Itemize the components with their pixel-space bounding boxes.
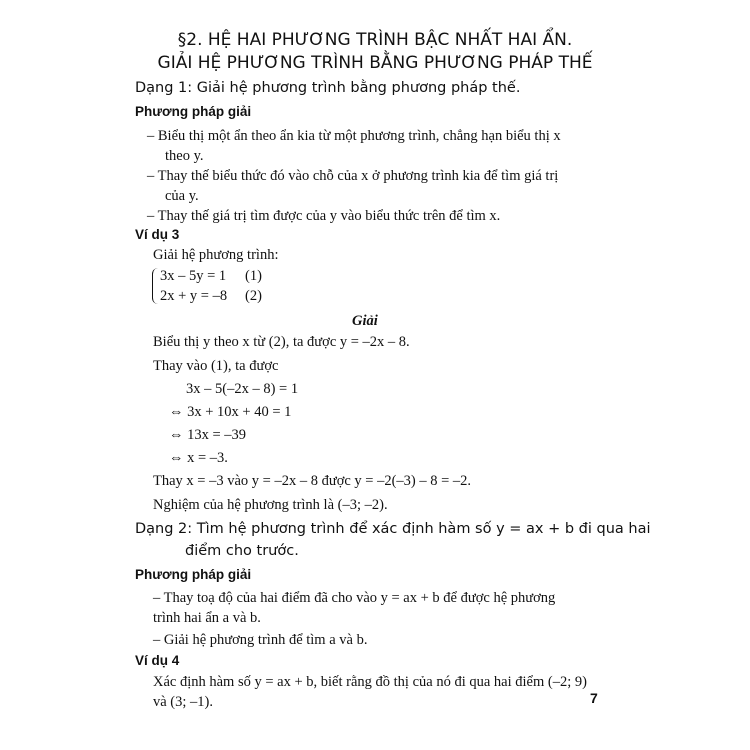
- solution-line-3: 3x – 5(–2x – 8) = 1: [186, 381, 299, 397]
- dang1-step3-line1: – Thay thế giá trị tìm được của y vào biểu thức trên để tìm x.: [147, 208, 501, 224]
- dang2-method-label: Phương pháp giải: [135, 567, 252, 582]
- dang2-step1-line1: – Thay toạ độ của hai điểm đã cho vào y = ax + b để được hệ phương: [153, 590, 556, 606]
- solution-line-8: Nghiệm của hệ phương trình là (–3; –2).: [153, 497, 388, 513]
- dang2-heading-line2: điểm cho trước.: [185, 543, 299, 559]
- section-title-line2: GIẢI HỆ PHƯƠNG TRÌNH BẰNG PHƯƠNG PHÁP THẾ: [157, 53, 593, 73]
- dang1-step2-line1: – Thay thế biểu thức đó vào chỗ của x ở phương trình kia để tìm giá trị: [147, 168, 559, 184]
- dang1-step2-line2: của y.: [165, 188, 199, 204]
- dang1-step1-line2: theo y.: [165, 148, 204, 164]
- example3-prompt: Giải hệ phương trình:: [153, 247, 279, 263]
- dang2-step2-line1: – Giải hệ phương trình để tìm a và b.: [153, 632, 368, 648]
- solution-label: Giải: [352, 313, 378, 329]
- equation-1: 3x – 5y = 1: [160, 268, 227, 284]
- solution-line-6: ⇔ x = –3.: [169, 450, 228, 466]
- example4-line2: và (3; –1).: [153, 694, 213, 710]
- solution-line-7: Thay x = –3 vào y = –2x – 8 được y = –2(–3) – 8 = –2.: [153, 473, 472, 489]
- solution-line-5: ⇔ 13x = –39: [169, 427, 247, 443]
- solution-line-2: Thay vào (1), ta được: [153, 358, 279, 374]
- dang1-step1-line1: – Biểu thị một ẩn theo ẩn kia từ một phương trình, chẳng hạn biểu thị x: [147, 128, 561, 144]
- dang2-heading-line1: Dạng 2: Tìm hệ phương trình để xác định hàm số y = ax + b đi qua hai: [135, 521, 651, 537]
- example3-label: Ví dụ 3: [135, 227, 180, 242]
- system-brace: [152, 268, 159, 304]
- solution-line-4: ⇔ 3x + 10x + 40 = 1: [169, 404, 292, 420]
- equation-1-tag: (1): [245, 268, 262, 284]
- example4-line1: Xác định hàm số y = ax + b, biết rằng đồ thị của nó đi qua hai điểm (–2; 9): [153, 674, 587, 690]
- solution-line-1: Biểu thị y theo x từ (2), ta được y = –2x – 8.: [153, 334, 410, 350]
- dang1-heading: Dạng 1: Giải hệ phương trình bằng phương pháp thế.: [135, 80, 521, 96]
- example4-label: Ví dụ 4: [135, 653, 180, 668]
- dang1-method-label: Phương pháp giải: [135, 104, 252, 119]
- dang2-step1-line2: trình hai ẩn a và b.: [153, 610, 261, 626]
- equation-2: 2x + y = –8: [160, 288, 228, 304]
- section-title-line1: §2. HỆ HAI PHƯƠNG TRÌNH BẬC NHẤT HAI ẨN.: [177, 30, 573, 50]
- equation-2-tag: (2): [245, 288, 262, 304]
- page-number: 7: [590, 690, 598, 706]
